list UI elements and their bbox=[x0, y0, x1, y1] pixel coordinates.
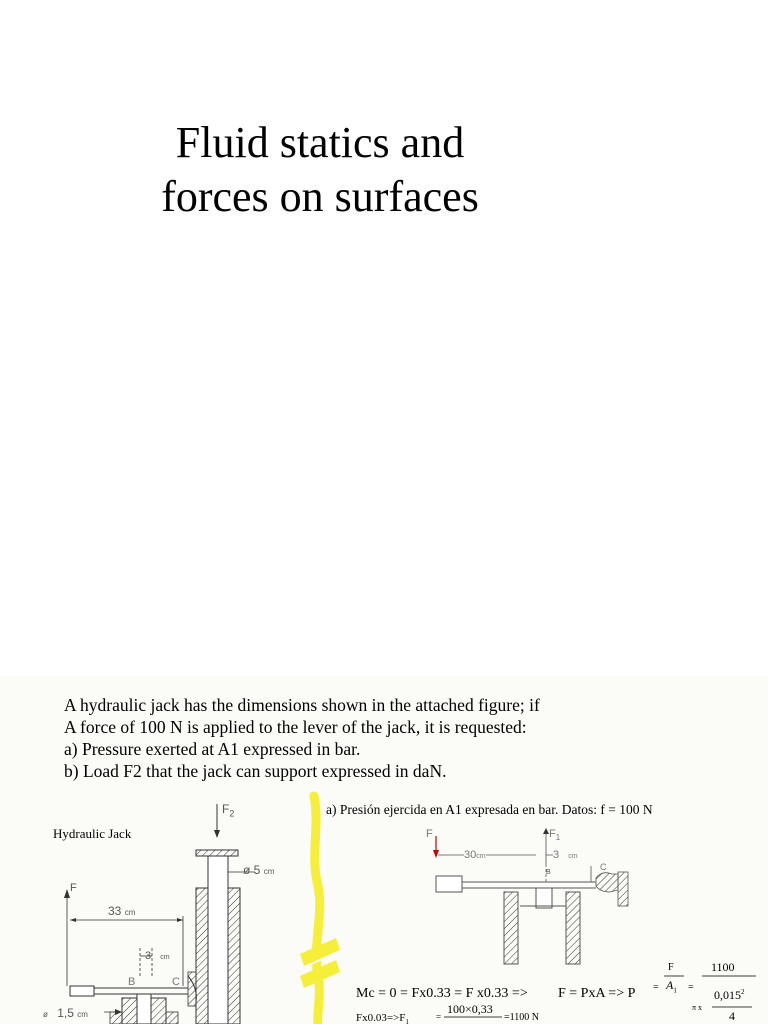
left-dia5-unit: cm bbox=[263, 867, 275, 876]
left-point-b: B bbox=[128, 976, 136, 988]
right-point-c: C bbox=[600, 862, 607, 872]
fraction1-den-sub: 1 bbox=[673, 986, 677, 995]
left-dia5-text: ø 5 bbox=[243, 863, 261, 877]
problem-slide bbox=[0, 676, 768, 1024]
fraction2-inner-exp: 2 bbox=[741, 988, 745, 996]
left-len33-text: 33 bbox=[108, 904, 122, 918]
left-dia5-label bbox=[243, 863, 274, 877]
equation-f1-sub: 1 bbox=[405, 1018, 409, 1024]
right-f1-text: F bbox=[549, 828, 556, 840]
intro-line-3: a) Pressure exerted at A1 expressed in bar. bbox=[64, 739, 361, 759]
equation-equals-2: = bbox=[688, 982, 694, 993]
left-len33-label bbox=[108, 904, 135, 918]
right-len30-label bbox=[464, 849, 486, 861]
left-dia15-symbol: ø bbox=[43, 1010, 48, 1019]
title-line-1: Fluid statics and bbox=[175, 118, 465, 167]
equation-f1-equals: = bbox=[436, 1012, 442, 1022]
fraction2-inner-numerator bbox=[714, 988, 745, 1003]
right-point-b: B bbox=[546, 869, 551, 876]
equation-moment: Mc = 0 = Fx0.33 = F x0.33 => bbox=[356, 986, 528, 1001]
left-len3-label bbox=[145, 950, 170, 962]
fraction2-pi: π x bbox=[692, 1003, 703, 1012]
left-dia15-unit: cm bbox=[77, 1010, 88, 1019]
equation-equals-1: = bbox=[653, 982, 659, 993]
fraction1-den-text: A bbox=[666, 978, 674, 992]
divider-strip bbox=[300, 796, 340, 1024]
left-dia15-text: 1,5 bbox=[57, 1006, 74, 1020]
right-f1-label bbox=[549, 828, 560, 842]
slide-title bbox=[0, 116, 640, 224]
left-figure-title: Hydraulic Jack bbox=[53, 826, 132, 841]
left-f-label: F bbox=[70, 882, 77, 894]
fraction2-inner-num-text: 0,015 bbox=[714, 988, 741, 1002]
right-len30-text: 30 bbox=[464, 849, 477, 861]
left-dia15-label bbox=[43, 1006, 88, 1020]
left-f2-text: F bbox=[222, 802, 230, 816]
left-f2-label bbox=[222, 802, 234, 818]
equation-result: =1100 N bbox=[504, 1012, 539, 1023]
right-f-label: F bbox=[426, 828, 433, 840]
fraction2-numerator: 1100 bbox=[711, 960, 735, 974]
right-heading: a) Presión ejercida en A1 expresada en bar. Datos: f = 100 N bbox=[326, 802, 653, 817]
left-point-c: C bbox=[172, 976, 180, 988]
right-len3-text: 3 bbox=[553, 849, 560, 861]
title-line-2: forces on surfaces bbox=[161, 172, 479, 221]
intro-line-4: b) Load F2 that the jack can support expressed in daN. bbox=[64, 761, 447, 781]
right-len3-label bbox=[553, 849, 578, 861]
left-len3-text: 3 bbox=[145, 950, 152, 962]
intro-line-2: A force of 100 N is applied to the lever of the jack, it is requested: bbox=[64, 717, 527, 737]
fraction2-inner-denominator: 4 bbox=[729, 1009, 735, 1023]
left-len3-unit: cm bbox=[160, 954, 170, 961]
left-f2-sub: 2 bbox=[229, 808, 235, 819]
left-len33-unit: cm bbox=[124, 908, 136, 917]
right-f1-sub: 1 bbox=[555, 833, 561, 843]
intro-line-1: A hydraulic jack has the dimensions shown in the attached figure; if bbox=[64, 695, 540, 715]
fraction1-denominator bbox=[666, 978, 677, 994]
right-len30-unit: cm bbox=[476, 853, 486, 860]
equation-f1 bbox=[356, 1012, 409, 1024]
equation-f1-text: Fx0.03=>F bbox=[356, 1012, 406, 1024]
fraction1-numerator: F bbox=[668, 962, 674, 973]
equation-pressure: F = PxA => P bbox=[558, 986, 636, 1001]
jack-diagrams bbox=[0, 676, 768, 1024]
fraction3-numerator: 100×0,33 bbox=[447, 1002, 493, 1016]
right-len3-unit: cm bbox=[568, 853, 578, 860]
